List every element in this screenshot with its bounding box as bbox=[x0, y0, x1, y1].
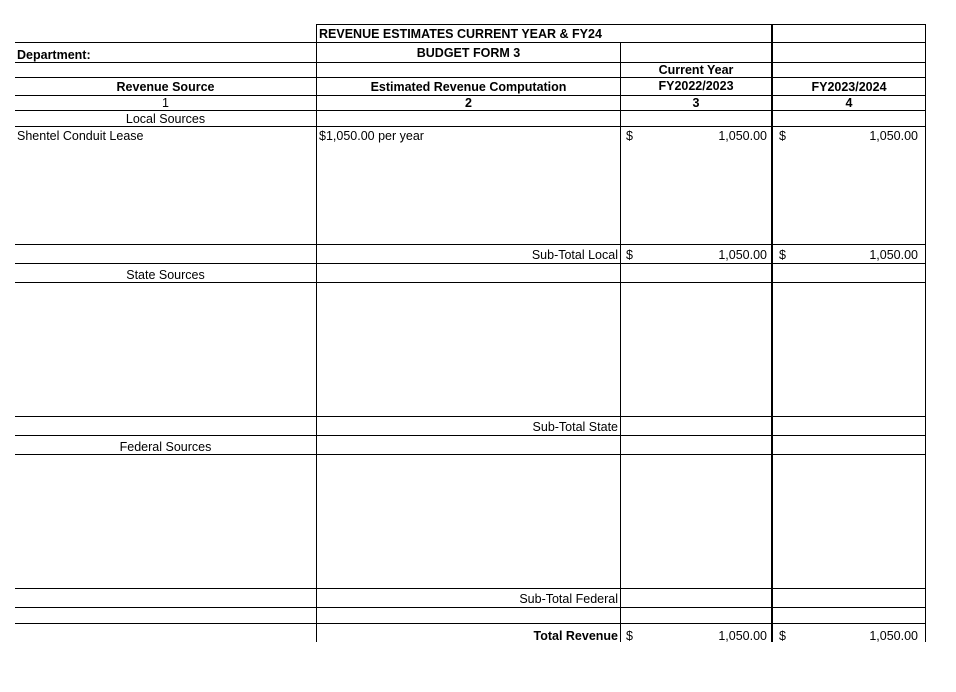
local-subtotal-current-value: 1,050.00 bbox=[718, 248, 767, 262]
col-header-current: FY2022/2023 bbox=[658, 79, 734, 93]
rule-header-mid bbox=[15, 77, 926, 78]
local-item-next-value: 1,050.00 bbox=[869, 129, 918, 143]
rule-local-heading bbox=[15, 126, 926, 127]
rule-header-numbers bbox=[15, 110, 926, 111]
col-number-4: 4 bbox=[845, 96, 853, 110]
rule-state-subtotal bbox=[15, 435, 926, 436]
local-item-computation: $1,050.00 per year bbox=[319, 129, 424, 143]
col-header-source: Revenue Source bbox=[116, 80, 215, 94]
form-title: REVENUE ESTIMATES CURRENT YEAR & FY24 bbox=[319, 27, 602, 41]
local-subtotal-next-currency: $ bbox=[779, 248, 786, 262]
total-current-currency: $ bbox=[626, 629, 633, 643]
local-item-source: Shentel Conduit Lease bbox=[17, 129, 144, 143]
federal-sources-heading: Federal Sources bbox=[119, 440, 212, 454]
col-number-3: 3 bbox=[692, 96, 700, 110]
rule-title-bottom bbox=[15, 42, 926, 43]
state-sources-heading: State Sources bbox=[126, 268, 205, 282]
form-name: BUDGET FORM 3 bbox=[416, 46, 521, 60]
local-item-current-currency: $ bbox=[626, 129, 633, 143]
department-label: Department: bbox=[17, 48, 91, 62]
local-subtotal-next-value: 1,050.00 bbox=[869, 248, 918, 262]
rule-local-end bbox=[15, 244, 926, 245]
federal-subtotal-label: Sub-Total Federal bbox=[519, 592, 618, 606]
col-divider-2 bbox=[620, 42, 621, 642]
local-item-current-value: 1,050.00 bbox=[718, 129, 767, 143]
rule-federal-heading bbox=[15, 454, 926, 455]
local-subtotal-current-currency: $ bbox=[626, 248, 633, 262]
total-current-value: 1,050.00 bbox=[718, 629, 767, 643]
rule-department bbox=[15, 62, 926, 63]
rule-state-heading bbox=[15, 282, 926, 283]
local-item-next-currency: $ bbox=[779, 129, 786, 143]
rule-local-subtotal bbox=[15, 263, 926, 264]
total-revenue-label: Total Revenue bbox=[533, 629, 618, 643]
local-sources-heading: Local Sources bbox=[125, 112, 206, 126]
col-divider-1 bbox=[316, 24, 317, 642]
rule-top bbox=[316, 24, 926, 25]
rule-federal-subtotal bbox=[15, 607, 926, 608]
local-subtotal-label: Sub-Total Local bbox=[531, 248, 618, 262]
current-year-heading: Current Year bbox=[658, 63, 734, 77]
state-subtotal-label: Sub-Total State bbox=[532, 420, 618, 434]
rule-federal-end bbox=[15, 588, 926, 589]
total-next-currency: $ bbox=[779, 629, 786, 643]
total-next-value: 1,050.00 bbox=[869, 629, 918, 643]
rule-state-end bbox=[15, 416, 926, 417]
col-header-next: FY2023/2024 bbox=[811, 80, 887, 94]
col-divider-right bbox=[925, 24, 926, 642]
col-number-2: 2 bbox=[465, 96, 472, 110]
col-header-computation: Estimated Revenue Computation bbox=[370, 80, 567, 94]
rule-blank-row bbox=[15, 623, 926, 624]
col-number-1: 1 bbox=[162, 96, 169, 110]
col-divider-3 bbox=[771, 24, 773, 642]
